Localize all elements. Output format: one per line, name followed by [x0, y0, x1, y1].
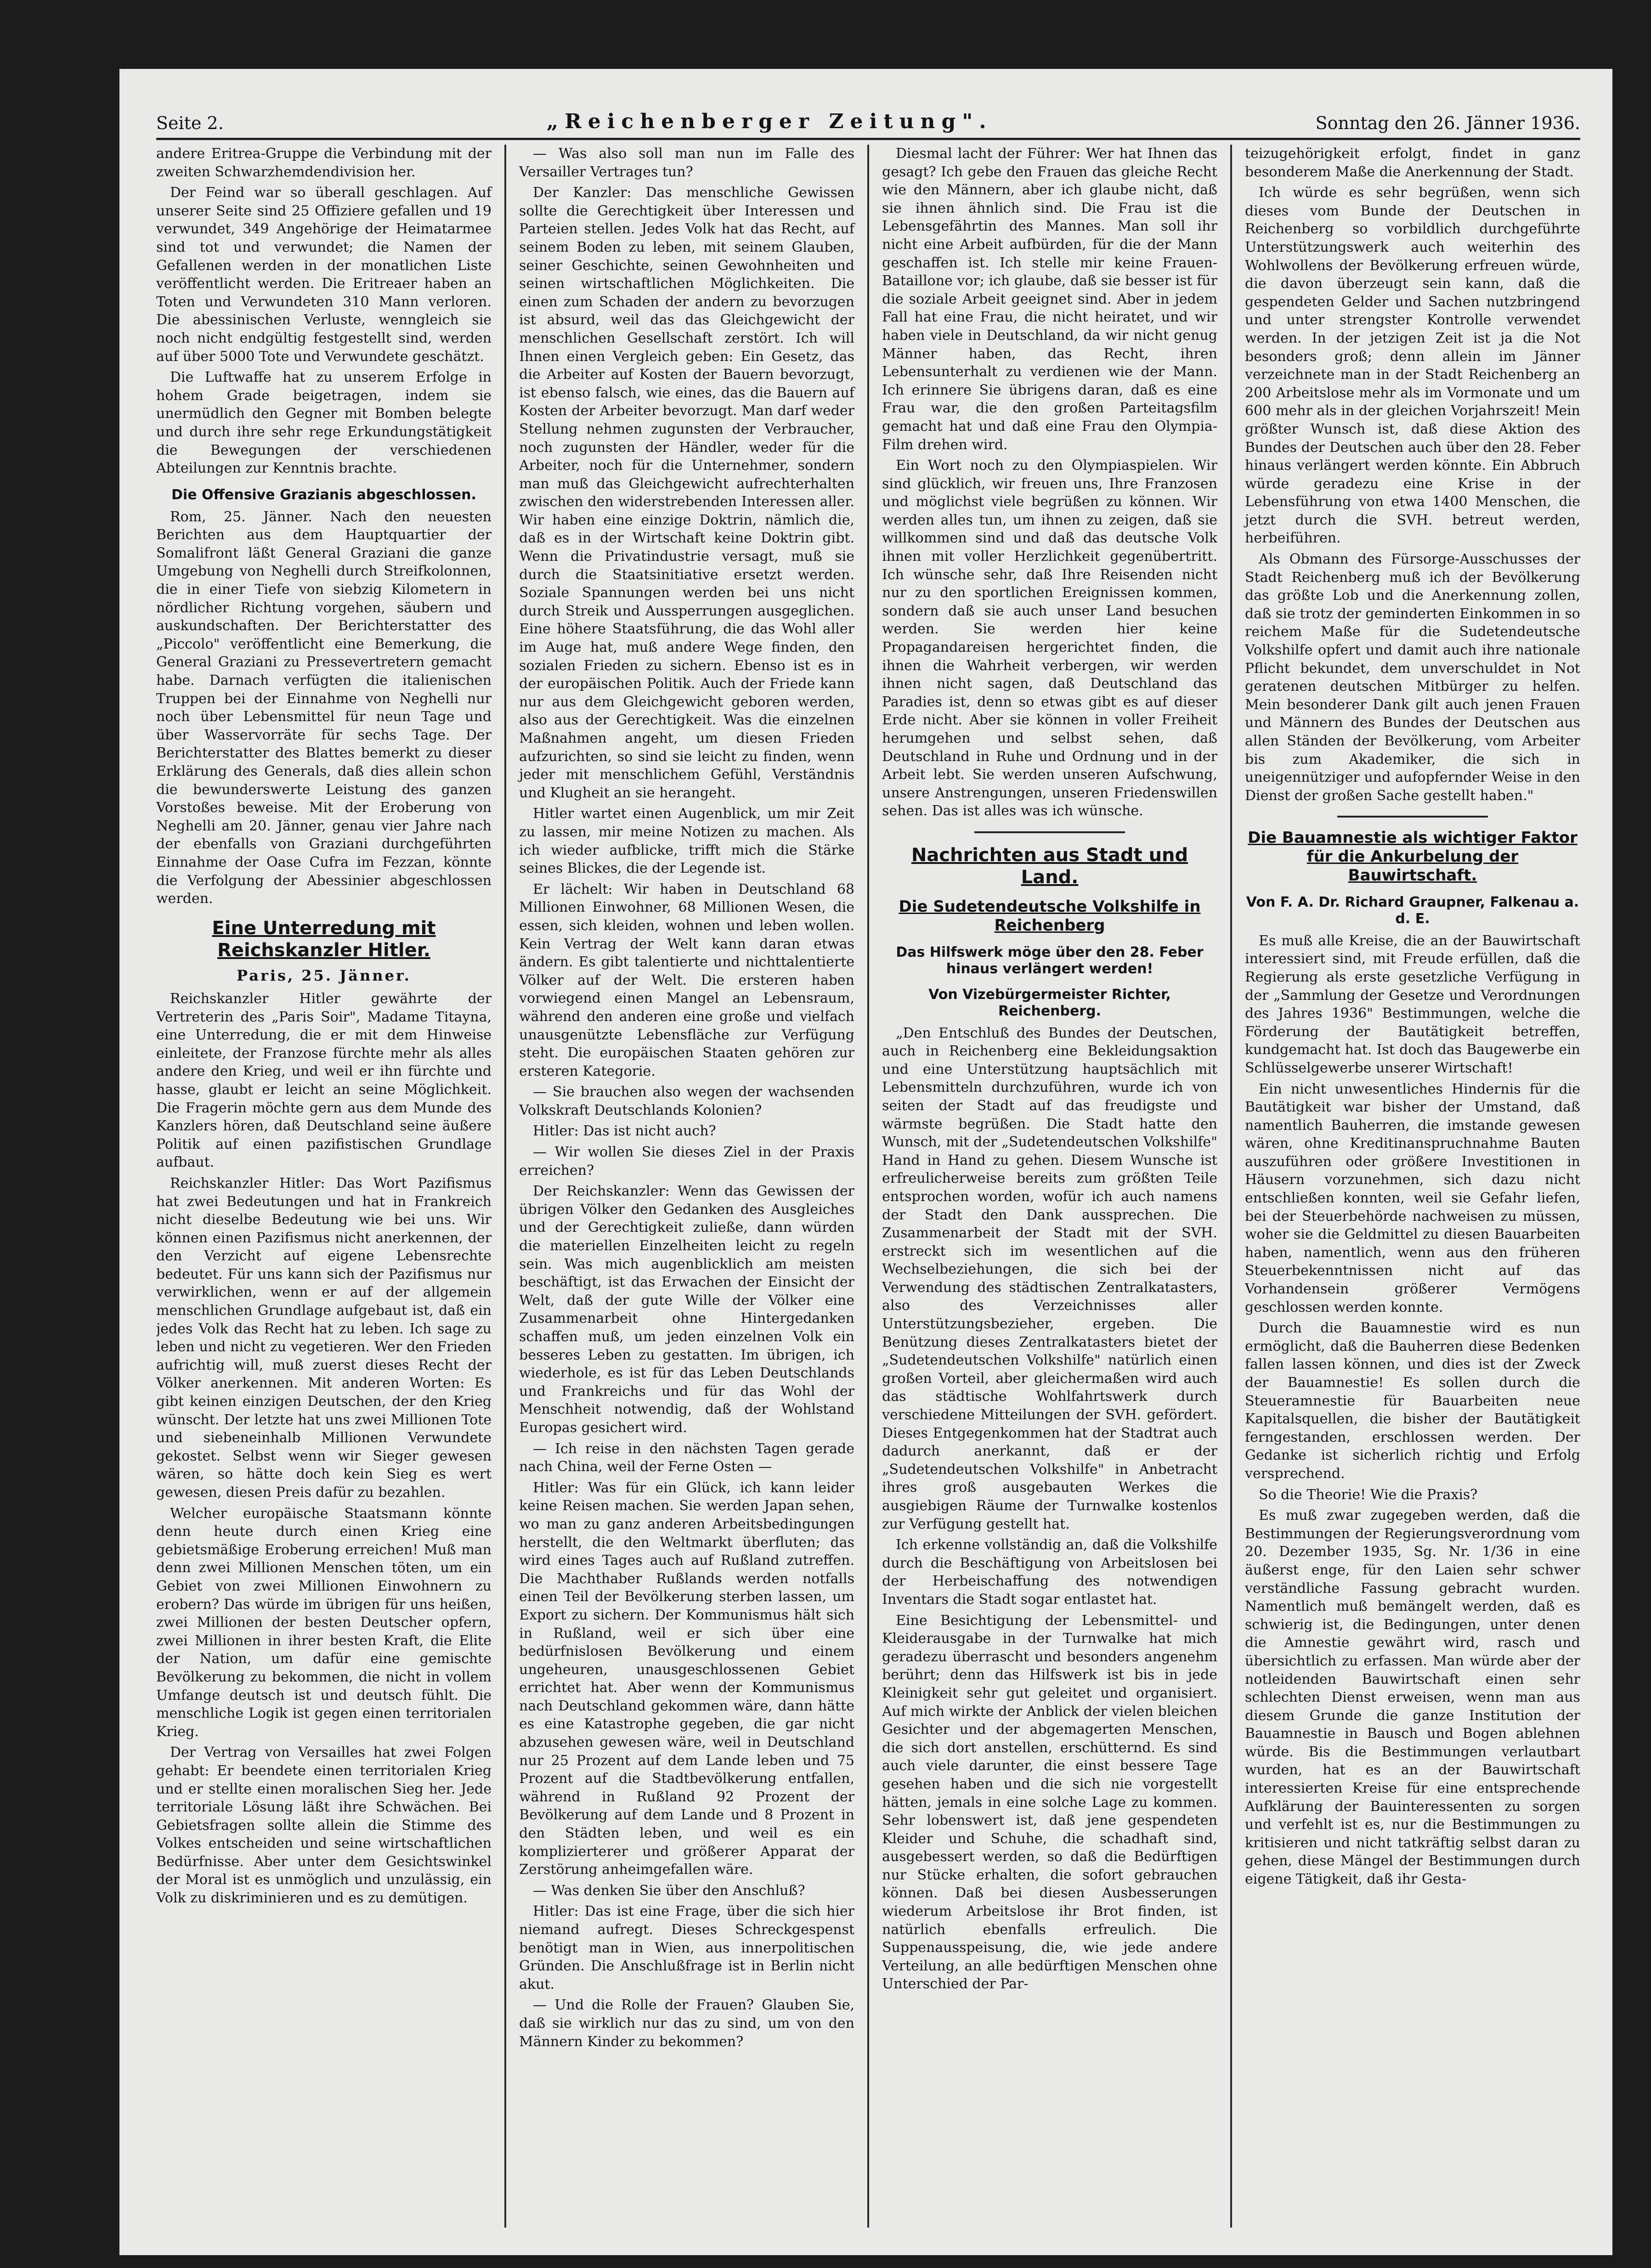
page-header — [156, 96, 1580, 140]
paragraph: Hitler: Was für ein Glück, ich kann leider keine Reisen machen. Sie werden Japan sehen, wo man zu ganz anderen Arbeitsbedingungen herstellt, die den Weltmarkt überfluten; das wird eines Tages auch auf Rußland zutreffen. Die Machthaber Rußlands werden notfalls einen Teil der Bevölkerung sterben lassen, um Export zu sichern. Der Kommunismus hält sich in Rußland, weil er sich über eine bedürfnislosen Bevölkerung und einem ungeheuren, unausgeschlossenen Gebiet errichtet hat. Aber wenn der Kommunismus nach Deutschland gekommen wäre, dann hätte es eine Katastrophe gegeben, die gar nicht abzusehen gewesen wäre, weil in Deutschland nur 25 Prozent auf dem Lande leben und 75 Prozent auf die Stadtbevölkerung entfallen, während in Rußland 92 Prozent der Bevölkerung auf dem Lande und 8 Prozent in den Städten leben, und weil es ein komplizierterer und größerer Apparat der Zerstörung anheimgefallen wäre. — [519, 1479, 854, 1878]
paragraph: — Sie brauchen also wegen der wachsenden Volkskraft Deutschlands Kolonien? — [519, 1084, 854, 1118]
issue-date: Sonntag den 26. Jänner 1936. — [1315, 113, 1580, 133]
paragraph: Ich erkenne vollständig an, daß die Volkshilfe durch die Beschäftigung von Arbeitslosen bei der Herbeischaffung des notwendigen Inventars die Stadt sogar entlastet hat. — [882, 1537, 1217, 1608]
column-4 — [1230, 145, 1580, 2228]
paragraph: Hitler: Das ist eine Frage, über die sich hier niemand aufregt. Dieses Schreckgespenst benötigt man in Wien, aus innerpolitischen Gründen. Die Anschlußfrage ist in Berlin nicht akut. — [519, 1903, 854, 1992]
article-heading: Die Bauamnestie als wichtiger Faktor für die Ankurbelung der Bauwirtschaft. — [1248, 829, 1577, 885]
paragraph: Hitler: Das ist nicht auch? — [533, 1123, 716, 1140]
article-heading: Die Sudetendeutsche Volkshilfe in Reichenberg — [899, 897, 1201, 935]
column-1 — [156, 145, 504, 2228]
article-heading: Eine Unterredung mit Reichskanzler Hitler. — [212, 917, 436, 961]
paragraph: Der Vertrag von Versailles hat zwei Folgen gehabt: Er beendete einen territorialen Krieg und er stellte einen moralischen Sieg her. Jede territoriale Lösung läßt ihre Schwächen. Bei Gebietsfragen sollte allein die Stimme des Volkes entscheiden und seine wirtschaftlichen Bedürfnisse. Aber unter dem Gesichtswinkel der Moral ist es unmöglich und unzulässig, ein Volk zu diskriminieren und es zu demütigen. — [156, 1744, 492, 1907]
paragraph: — Was also soll man nun im Falle des Versailler Vertrages tun? — [519, 146, 854, 180]
dateline: Paris, 25. Jänner. — [237, 966, 411, 984]
text-columns — [156, 145, 1580, 2228]
column-3 — [867, 145, 1230, 2228]
newspaper-page — [119, 69, 1612, 2255]
section-divider — [974, 831, 1125, 833]
paragraph: Reichskanzler Hitler gewährte der Vertreterin des „Paris Soir", Madame Titayna, eine Unterredung, die er mit dem Hinweise einleitete, der Franzose fürchte mehr als alles andere den Krieg, und weil er ihn fürchte und hasse, glaubt er leicht an seine Möglichkeit. Die Fragerin möchte gern aus dem Munde des Kanzlers hören, daß Deutschland seine äußere Politik auf einen pazifistischen Grundlage aufbaut. — [156, 990, 492, 1171]
paragraph: Durch die Bauamnestie wird es nun ermöglicht, daß die Bauherren diese Bedenken fallen lassen können, und dies ist der Zweck der Bauamnestie! Es sollen durch die Steueramnestie für Bauarbeiten neue Kapitalsquellen, die bisher der Bautätigkeit ferngestanden, erschlossen werden. Der Gedanke ist sicherlich richtig und Erfolg versprechend. — [1245, 1320, 1580, 1482]
paragraph: — Ich reise in den nächsten Tagen gerade nach China, weil der Ferne Osten — — [519, 1440, 854, 1475]
paragraph: Ich würde es sehr begrüßen, wenn sich dieses vom Bunde der Deutschen in Reichenberg so vorbildlich durchgeführte Unterstützungswerk auch weiterhin des Wohlwollens der Bevölkerung erfreuen würde, die davon überzeugt sein kann, daß die gespendeten Gelder und Sachen nutzbringend und unter strengster Kontrolle verwendet werden. In der jetzigen Zeit ist ja die Not besonders groß; denn allein im Jänner verzeichnete man in der Stadt Reichenberg an 200 Arbeitslose mehr als im Vormonate und um 600 mehr als in der gleichen Vorjahrszeit! Mein größter Wunsch ist, daß diese Aktion des Bundes der Deutschen auch über den 28. Feber hinaus verlängert werden könnte. Ein Abbruch würde geradezu eine Krise in der Lebensführung von etwa 1400 Menschen, die jetzt durch die SVH. betreut werden, herbeiführen. — [1245, 185, 1580, 547]
byline: Von F. A. Dr. Richard Graupner, Falkenau a. d. E. — [1246, 894, 1579, 927]
paragraph: Als Obmann des Fürsorge-Ausschusses der Stadt Reichenberg muß ich der Bevölkerung das größte Lob und die Anerkennung zollen, daß sie trotz der geminderten Einkommen in so reichem Maße für die Sudetendeutsche Volkshilfe opfert und damit auch ihre nationale Pflicht bekundet, dem unverschuldet in Not geratenen deutschen Mitbürger zu helfen. Mein besonderer Dank gilt auch jenen Frauen und Männern des Bundes der Deutschen aus allen Ständen der Bevölkerung, vom Arbeiter bis zum Akademiker, die sich in uneigennütziger und aufopfernder Weise in den Dienst der großen Sache gestellt haben." — [1245, 551, 1580, 804]
paragraph: teizugehörigkeit erfolgt, findet in ganz besonderem Maße die Anerkennung der Stadt. — [1245, 146, 1580, 180]
paragraph: — Und die Rolle der Frauen? Glauben Sie, daß sie wirklich nur das zu sind, um von den Männern Kinder zu bekommen? — [519, 1997, 854, 2050]
paragraph: Der Feind war so überall geschlagen. Auf unserer Seite sind 25 Offiziere gefallen und 19 verwundet, 349 Angehörige der Heimatarmee sind tot und verwundet; die Namen der Gefallenen werden in der monatlichen Liste veröffentlicht werden. Die Eritreaer haben an Toten und Verwundeten 310 Mann verloren. Die abessinischen Verluste, wenngleich sie noch nicht endgültig festgestellt sind, werden auf über 5000 Tote und Verwundete geschätzt. — [156, 185, 492, 365]
section-heading: Nachrichten aus Stadt und Land. — [911, 844, 1188, 888]
paragraph: Die Luftwaffe hat zu unserem Erfolge in hohem Grade beigetragen, indem sie unermüdlich den Gegner mit Bomben belegte und durch ihre sehr rege Erkundungstätigkeit die Bewegungen der verschiedenen Abteilungen zur Kenntnis brachte. — [156, 369, 492, 477]
paragraph: — Was denken Sie über den Anschluß? — [533, 1882, 805, 1899]
page-number: Seite 2. — [156, 113, 224, 133]
paragraph: — Wir wollen Sie dieses Ziel in der Praxis erreichen? — [519, 1144, 854, 1179]
paragraph: Ein nicht unwesentliches Hindernis für die Bautätigkeit war bisher der Umstand, daß namentlich Bauherren, die imstande gewesen wären, ohne Kreditinanspruchnahme Bauten auszuführen oder größere Investitionen in Häusern vorzunehmen, sich dazu nicht entschließen konnten, weil sie Gefahr liefen, bei der Steuerbehörde nachweisen zu müssen, woher sie die Geldmittel zu diesen Bauarbeiten haben, namentlich, wenn aus den früheren Steuerbekenntnissen nicht auf das Vorhandensein größerer Vermögens geschlossen werden konnte. — [1245, 1081, 1580, 1315]
paragraph: Es muß zwar zugegeben werden, daß die Bestimmungen der Regierungsverordnung vom 20. Dezember 1935, Sg. Nr. 1/36 in eine äußerst enge, für den Laien sehr schwer verständliche Fassung gebracht wurden. Namentlich muß bemängelt werden, daß es schwierig ist, die Bedingungen, unter denen die Amnestie gewährt wird, rasch und übersichtlich zu erfassen. Man würde aber der notleidenden Bauwirtschaft einen sehr schlechten Dienst erweisen, wenn man aus diesem Grunde die ganze Institution der Bauamnestie in Bausch und Bogen ablehnen würde. Bis die Bestimmungen verlautbart wurden, hat es an der Bauwirtschaft interessierten Kreise für eine entsprechende Aufklärung der Bauinteressenten zu sorgen und verfehlt ist es, nur die Bestimmungen zu kritisieren und nicht tatkräftig selbst daran zu gehen, diese Mängel der Bestimmungen durch eigene Tätigkeit, daß ihr Gesta- — [1245, 1507, 1580, 1888]
paragraph: Reichskanzler Hitler: Das Wort Pazifismus hat zwei Bedeutungen und hat in Frankreich nicht dieselbe Bedeutung wie bei uns. Wir können einen Pazifismus nicht anerkennen, der den Verzicht auf eigene Lebensrechte bedeutet. Für uns kann sich der Pazifismus nur verwirklichen, wenn er auf der allgemein menschlichen Grundlage aufgebaut ist, daß ein jedes Volk das Recht hat zu leben. Ich sage zu leben und nicht zu vegetieren. Wer den Frieden aufrichtig will, muß zuerst dieses Recht der Völker anerkennen. Mit anderen Worten: Es gibt keinen einzigen Deutschen, der den Krieg wünscht. Der letzte hat uns zwei Millionen Tote und siebeneinhalb Millionen Verwundete gekostet. Selbst wenn wir Sieger gewesen wären, so hätte doch kein Sieg es wert gewesen, diesen Preis dafür zu bezahlen. — [156, 1175, 492, 1501]
paragraph: Hitler wartet einen Augenblick, um mir Zeit zu lassen, mir meine Notizen zu machen. Als ich wieder aufblicke, trifft mich die Stärke seines Blickes, die der Legende ist. — [519, 806, 854, 877]
paragraph: „Den Entschluß des Bundes der Deutschen, auch in Reichenberg eine Bekleidungsaktion und eine Unterstützung hauptsächlich mit Lebensmitteln durchzuführen, wurde ich von seiten der Stadt auf das freudigste und wärmste begrüßen. Die Stadt hatte den Wunsch, mit der „Sudetendeutschen Volkshilfe" Hand in Hand zu gehen. Diesem Wunsche ist erfreulicherweise bereits zum größten Teile entsprochen worden, wofür ich auch namens der Stadt den Dank aussprechen. Die Zusammenarbeit der Stadt mit der SVH. erstreckt sich im wesentlichen auf die Wechselbeziehungen, die sich bei der Verwendung des städtischen Zentralkatasters, also des Verzeichnisses aller Unterstützungsbezieher, ergeben. Die Benützung dieses Zentralkatasters bietet der „Sudetendeutschen Volkshilfe" natürlich einen großen Vorteil, aber gleichermaßen wird auch das städtische Wohlfahrtswerk durch verschiedene Mitteilungen der SVH. gefördert. Dieses Entgegenkommen hat der Stadtrat auch dadurch anerkannt, daß er der „Sudetendeutschen Volkshilfe" in Anbetracht ihres groß ausgebauten Werkes die ausgiebigen Räume der Turnwalke kostenlos zur Verfügung gestellt hat. — [882, 1025, 1217, 1532]
section-divider — [1337, 816, 1488, 818]
paragraph: Diesmal lacht der Führer: Wer hat Ihnen das gesagt? Ich gebe den Frauen das gleiche Recht wie den Männern, aber ich glaube nicht, daß sie ihnen ähnlich sind. Die Frau ist die Lebensgefährtin des Mannes. Man soll ihr nicht eine Arbeit aufbürden, für die der Mann geschaffen ist. Ich stelle mir keine Frauen-Bataillone vor; ich glaube, daß sie besser ist für die soziale Arbeit geeignet sind. Aber in jedem Fall hat eine Frau, die nicht heiratet, und wir haben viele in Deutschland, da wir nicht genug Männer haben, das Recht, ihren Lebensunterhalt zu verdienen wie der Mann. Ich erinnere Sie übrigens daran, daß es eine Frau war, die den großen Parteitagsfilm gemacht hat und daß eine Frau den Olympia-Film drehen wird. — [882, 146, 1217, 453]
paragraph: So die Theorie! Wie die Praxis? — [1259, 1486, 1478, 1503]
paragraph: Ein Wort noch zu den Olympiaspielen. Wir sind glücklich, wir freuen uns, Ihre Franzosen und möglichst viele begrüßen zu können. Wir werden alles tun, um ihnen zu zeigen, daß sie willkommen sind und daß das deutsche Volk ihnen mit voller Herzlichkeit gegenübertritt. Ich wünsche sehr, daß Ihre Reisenden nicht nur zu den sportlichen Ereignissen kommen, sondern daß sie auch unser Land besuchen werden. Sie werden hier keine Propagandareisen hergerichtet finden, die ihnen die Wahrheit verbergen, wir werden ihnen nicht sagen, daß Deutschland das Paradies ist, denn so etwas gibt es auf dieser Erde nicht. Aber sie können in voller Freiheit herumgehen und selbst sehen, daß Deutschland in Ruhe und Ordnung und in der Arbeit lebt. Sie werden unseren Aufschwung, unsere Anstrengungen, unseren Friedenswillen sehen. Das ist alles was ich wünsche. — [882, 457, 1217, 819]
paragraph: Er lächelt: Wir haben in Deutschland 68 Millionen Einwohner, 68 Millionen Wesen, die essen, sich kleiden, wohnen und leben wollen. Kein Vertrag der Welt kann daran etwas ändern. Es gibt talentierte und nichttalentierte Völker auf der Welt. Die ersteren haben vorwiegend einen Mangel an Lebensraum, während den anderen eine große und vielfach unausgenützte Lebensfläche zur Verfügung steht. Die europäischen Staaten gehören zur ersteren Kategorie. — [519, 881, 854, 1079]
paragraph: Der Kanzler: Das menschliche Gewissen sollte die Gerechtigkeit über Interessen und Parteien stellen. Jedes Volk hat das Recht, auf seinem Boden zu leben, mit seinem Glauben, seiner Geschichte, seinen Gewohnheiten und seinen wirtschaftlichen Möglichkeiten. Die einen zum Schaden der andern zu bevorzugen ist absurd, weil das das Gleichgewicht der menschlichen Gesellschaft zerstört. Ich will Ihnen einen Vergleich geben: Ein Gesetz, das die Arbeiter auf Kosten der Bauern bevorzugt, ist ebenso falsch, wie eines, das die Bauern auf Kosten der Arbeiter bevorzugt. Man darf weder Stellung nehmen zugunsten der Verbraucher, noch zugunsten der Händler, weder für die Arbeiter, noch für die Unternehmer, sondern man muß das Gleichgewicht aufrechterhalten zwischen den widerstrebenden Interessen aller. Wir haben eine einzige Doktrin, nämlich die, daß es in der Wirtschaft keine Doktrin gibt. Wenn die Privatindustrie versagt, muß sie durch die Staatsinitiative ersetzt werden. Soziale Spannungen werden bei uns nicht durch Streik und Aussperrungen ausgeglichen. Eine höhere Staatsführung, die das Wohl aller im Auge hat, muß andere Wege finden, den sozialen Frieden zu sichern. Ebenso ist es in der europäischen Politik. Auch der Friede kann nur aus dem Gleichgewicht geboren werden, also aus der Gerechtigkeit. Was die einzelnen Maßnahmen angeht, um diesen Frieden aufzurichten, so sind sie leicht zu finden, wenn jeder mit menschlichem Gefühl, Verständnis und Klugheit an sie herangeht. — [519, 185, 854, 801]
paragraph: andere Eritrea-Gruppe die Verbindung mit der zweiten Schwarzhemdendivision her. — [156, 146, 492, 180]
paragraph: Welcher europäische Staatsmann könnte denn heute durch einen Krieg eine gebietsmäßige Eroberung erreichen! Muß man denn zwei Millionen Menschen töten, um ein Gebiet von zwei Millionen Einwohnern zu erobern? Das würde im übrigen für uns heißen, zwei Millionen der besten Deutscher opfern, zwei Millionen in ihrer besten Kraft, die Elite der Nation, um dafür eine gemischte Bevölkerung zu bekommen, die nicht in vollem Umfange deutsch ist und deutsch fühlt. Die menschliche Logik ist gegen einen territorialen Krieg. — [156, 1505, 492, 1740]
newspaper-title: „Reichenberger Zeitung". — [546, 110, 993, 133]
byline: Von Vizebürgermeister Richter, Reichenberg. — [928, 986, 1171, 1019]
article-heading: Die Offensive Grazianis abgeschlossen. — [171, 486, 476, 503]
article-subheading: Das Hilfswerk möge über den 28. Feber hinaus verlängert werden! — [896, 944, 1204, 977]
paragraph: Eine Besichtigung der Lebensmittel- und Kleiderausgabe in der Turnwalke hat mich geradezu überrascht und besonders angenehm berührt; denn das Hilfswerk ist bis in jede Kleinigkeit sehr gut geleitet und organisiert. Auf mich wirkte der Anblick der vielen bleichen Gesichter und der abgemagerten Menschen, die sich dort anstellen, erschütternd. Es sind auch viele darunter, die einst bessere Tage gesehen haben und die sich nie vorgestellt hätten, jemals in eine solche Lage zu kommen. Sehr lobenswert ist, daß jene gespendeten Kleider und Schuhe, die schadhaft sind, ausgebessert werden, so daß die Bedürftigen nur Stücke erhalten, die sofort gebrauchen können. Daß bei diesen Ausbesserungen wiederum Arbeitslose ihr Brot finden, ist natürlich ebenfalls erfreulich. Die Suppenausspeisung, die, wie jede andere Verteilung, an alle bedürftigen Menschen ohne Unterschied der Par- — [882, 1612, 1217, 1992]
column-2 — [504, 145, 867, 2228]
paragraph: Rom, 25. Jänner. Nach den neuesten Berichten aus dem Hauptquartier der Somalifront läßt General Graziani die ganze Umgebung von Neghelli durch Streifkolonnen, die in einer Tiefe von siebzig Kilometern in nördlicher Richtung vorgehen, säubern und auskundschaften. Der Berichterstatter des „Piccolo" veröffentlicht eine Bemerkung, die General Graziani zu Pressevertretern gemacht habe. Darnach verfügten die italienischen Truppen bei der Einnahme von Neghelli nur noch über Lebensmittel für neun Tage und über Wasservorräte für sechs Tage. Der Berichterstatter des Blattes bemerkt zu dieser Erklärung des Generals, daß dies allein schon die bewunderswerte Leistung des ganzen Vorstoßes beweise. Mit der Eroberung von Neghelli am 20. Jänner, genau vier Jahre nach der ebenfalls von Graziani durchgeführten Einnahme der Oase Cufra im Fezzan, könnte die Verfolgung der Abessinier abgeschlossen werden. — [156, 508, 492, 907]
paragraph: Der Reichskanzler: Wenn das Gewissen der übrigen Völker den Gedanken des Ausgleiches und der Gerechtigkeit zuließe, dann würden die materiellen Einzelheiten leicht zu regeln sein. Was mich augenblicklich am meisten beschäftigt, ist das Erwachen der Einsicht der Welt, daß der gute Wille der Völker eine Zusammenarbeit ohne Hintergedanken schaffen muß, um jeden einzelnen Volk ein besseres Leben zu gestatten. Im übrigen, ich wiederhole, es ist für das Leben Deutschlands und Frankreichs und für das Wohl der Menschheit notwendig, daß der Wohlstand Europas gesichert wird. — [519, 1183, 854, 1436]
paragraph: Es muß alle Kreise, die an der Bauwirtschaft interessiert sind, mit Freude erfüllen, daß die Regierung als erste gesetzliche Verfügung in der „Sammlung der Gesetze und Verordnungen des Jahres 1936" Bestimmungen, welche die Förderung der Bautätigkeit betreffen, kundgemacht hat. Ist doch das Baugewerbe ein Schlüsselgewerbe unserer Wirtschaft! — [1245, 932, 1580, 1076]
